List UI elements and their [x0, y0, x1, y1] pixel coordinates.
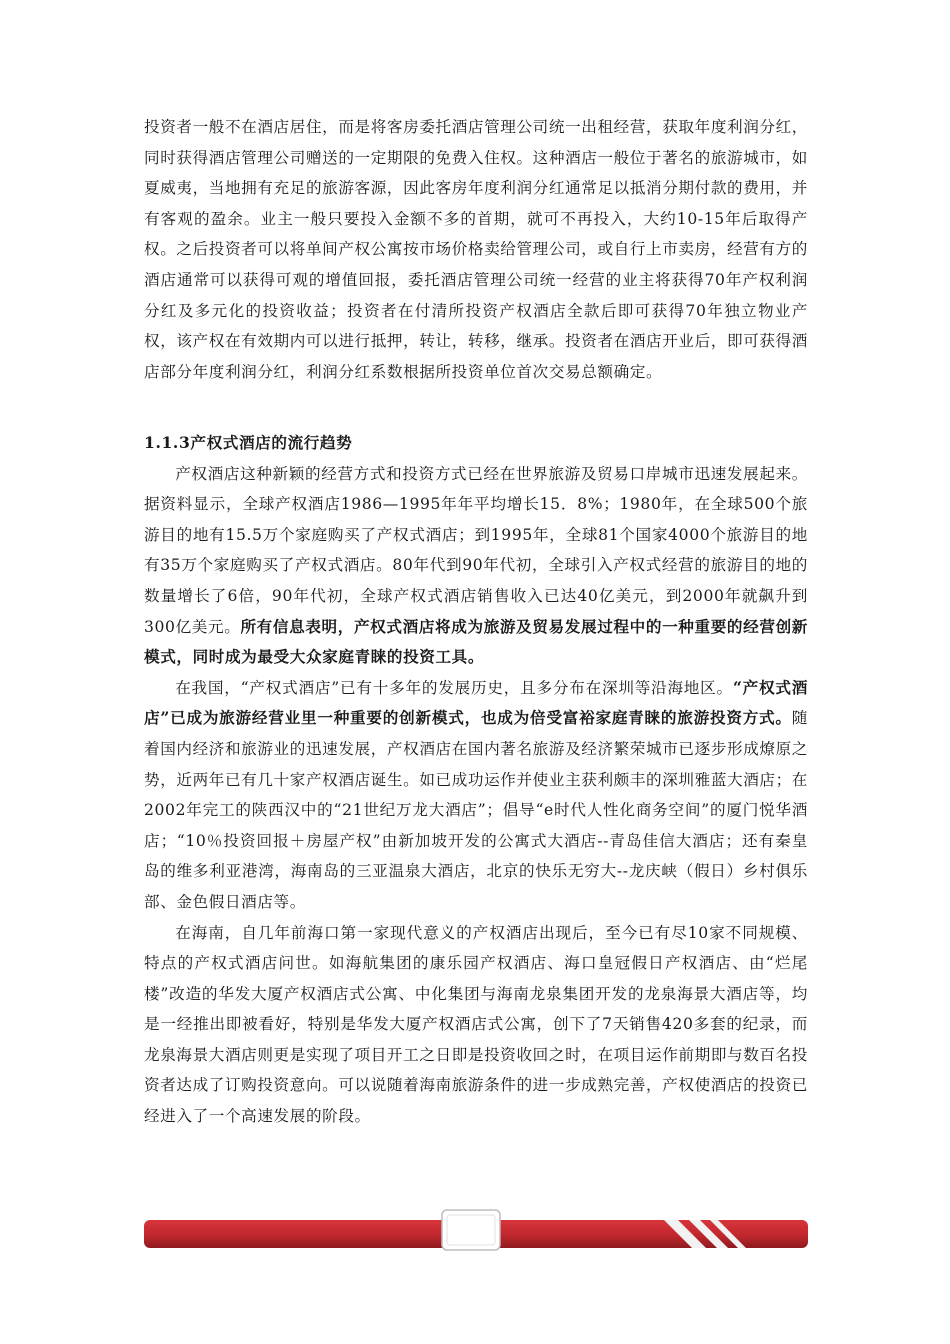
paragraph-1-text: 产权酒店这种新颖的经营方式和投资方式已经在世界旅游及贸易口岸城市迅速发展起来。据资料显示，全球产权酒店1986—1995年年平均增长15．8%；1980年，在全球500个旅游目的地有15.5万个家庭购买了产权式酒店；到1995年，全球81个国家4000个旅游目的地有35万个家庭购买了产权式酒店。80年代到90年代初，全球引入产权式经营的旅游目的地的数量增长了6倍，90年代初，全球产权式酒店销售收入已达40亿美元，到2000年就飙升到300亿美元。 — [144, 464, 808, 636]
section-paragraph-3: 在海南，自几年前海口第一家现代意义的产权酒店出现后，至今已有尽10家不同规模、特点的产权式酒店问世。如海航集团的康乐园产权酒店、海口皇冠假日产权酒店、由“烂尾楼”改造的华发大厦产权酒店式公寓、中化集团与海南龙泉集团开发的龙泉海景大酒店等，均是一经推出即被看好，特别是华发大厦产权酒店式公寓，创下了7天销售420多套的纪录，而龙泉海景大酒店则更是实现了项目开工之日即是投资收回之时，在项目运作前期即与数百名投资者达成了订购投资意向。可以说随着海南旅游条件的进一步成熟完善，产权使酒店的投资已经进入了一个高速发展的阶段。 — [144, 923, 808, 1126]
footer-decoration — [144, 1208, 808, 1252]
paragraph-2-emphasis: “产权式酒店”已成为旅游经营业里一种重要的创新模式，也成为倍受富裕家庭青睐的旅游投资方式。 — [144, 677, 808, 728]
section-heading: 1.1.3产权式酒店的流行趋势 — [144, 433, 353, 452]
section-1-1-3 — [144, 428, 808, 1132]
intro-text-block — [144, 112, 808, 387]
section-paragraph-1 — [144, 459, 808, 673]
paragraph-2-text-before: 在我国，“产权式酒店”已有十多年的发展历史，且多分布在深圳等沿海地区。 — [175, 678, 733, 697]
section-paragraph-2 — [144, 673, 808, 918]
page-number-box — [442, 1210, 500, 1250]
intro-paragraph: 投资者一般不在酒店居住，而是将客房委托酒店管理公司统一出租经营，获取年度利润分红，同时获得酒店管理公司赠送的一定期限的免费入住权。这种酒店一般位于著名的旅游城市，如夏威夷，当地拥有充足的旅游客源，因此客房年度利润分红通常足以抵消分期付款的费用，并有客观的盈余。业主一般只要投入金额不多的首期，就可不再投入，大约10-15年后取得产权。之后投资者可以将单间产权公寓按市场价格卖给管理公司，或自行上市卖房，经营有方的酒店通常可以获得可观的增值回报，委托酒店管理公司统一经营的业主将获得70年产权利润分红及多元化的投资收益；投资者在付清所投资产权酒店全款后即可获得70年独立物业产权，该产权在有效期内可以进行抵押，转让，转移，继承。投资者在酒店开业后，即可获得酒店部分年度利润分红，利润分红系数根据所投资单位首次交易总额确定。 — [144, 118, 808, 381]
paragraph-2-text-after: 随着国内经济和旅游业的迅速发展，产权酒店在国内著名旅游及经济繁荣城市已逐步形成燎原之势，近两年已有几十家产权酒店诞生。如已成功运作并使业主获利颇丰的深圳雅蓝大酒店；在2002年完工的陕西汉中的“21世纪万龙大酒店”；倡导“e时代人性化商务空间”的厦门悦华酒店；“10％投资回报＋房屋产权”由新加坡开发的公寓式大酒店--青岛佳信大酒店；还有秦皇岛的维多利亚港湾，海南岛的三亚温泉大酒店，北京的快乐无穷大--龙庆峡（假日）乡村俱乐部、金色假日酒店等。 — [144, 709, 808, 911]
footer-band-graphic — [144, 1208, 808, 1252]
paragraph-1-emphasis: 所有信息表明，产权式酒店将成为旅游及贸易发展过程中的一种重要的经营创新模式，同时成为最受大众家庭青睐的投资工具。 — [144, 616, 808, 667]
